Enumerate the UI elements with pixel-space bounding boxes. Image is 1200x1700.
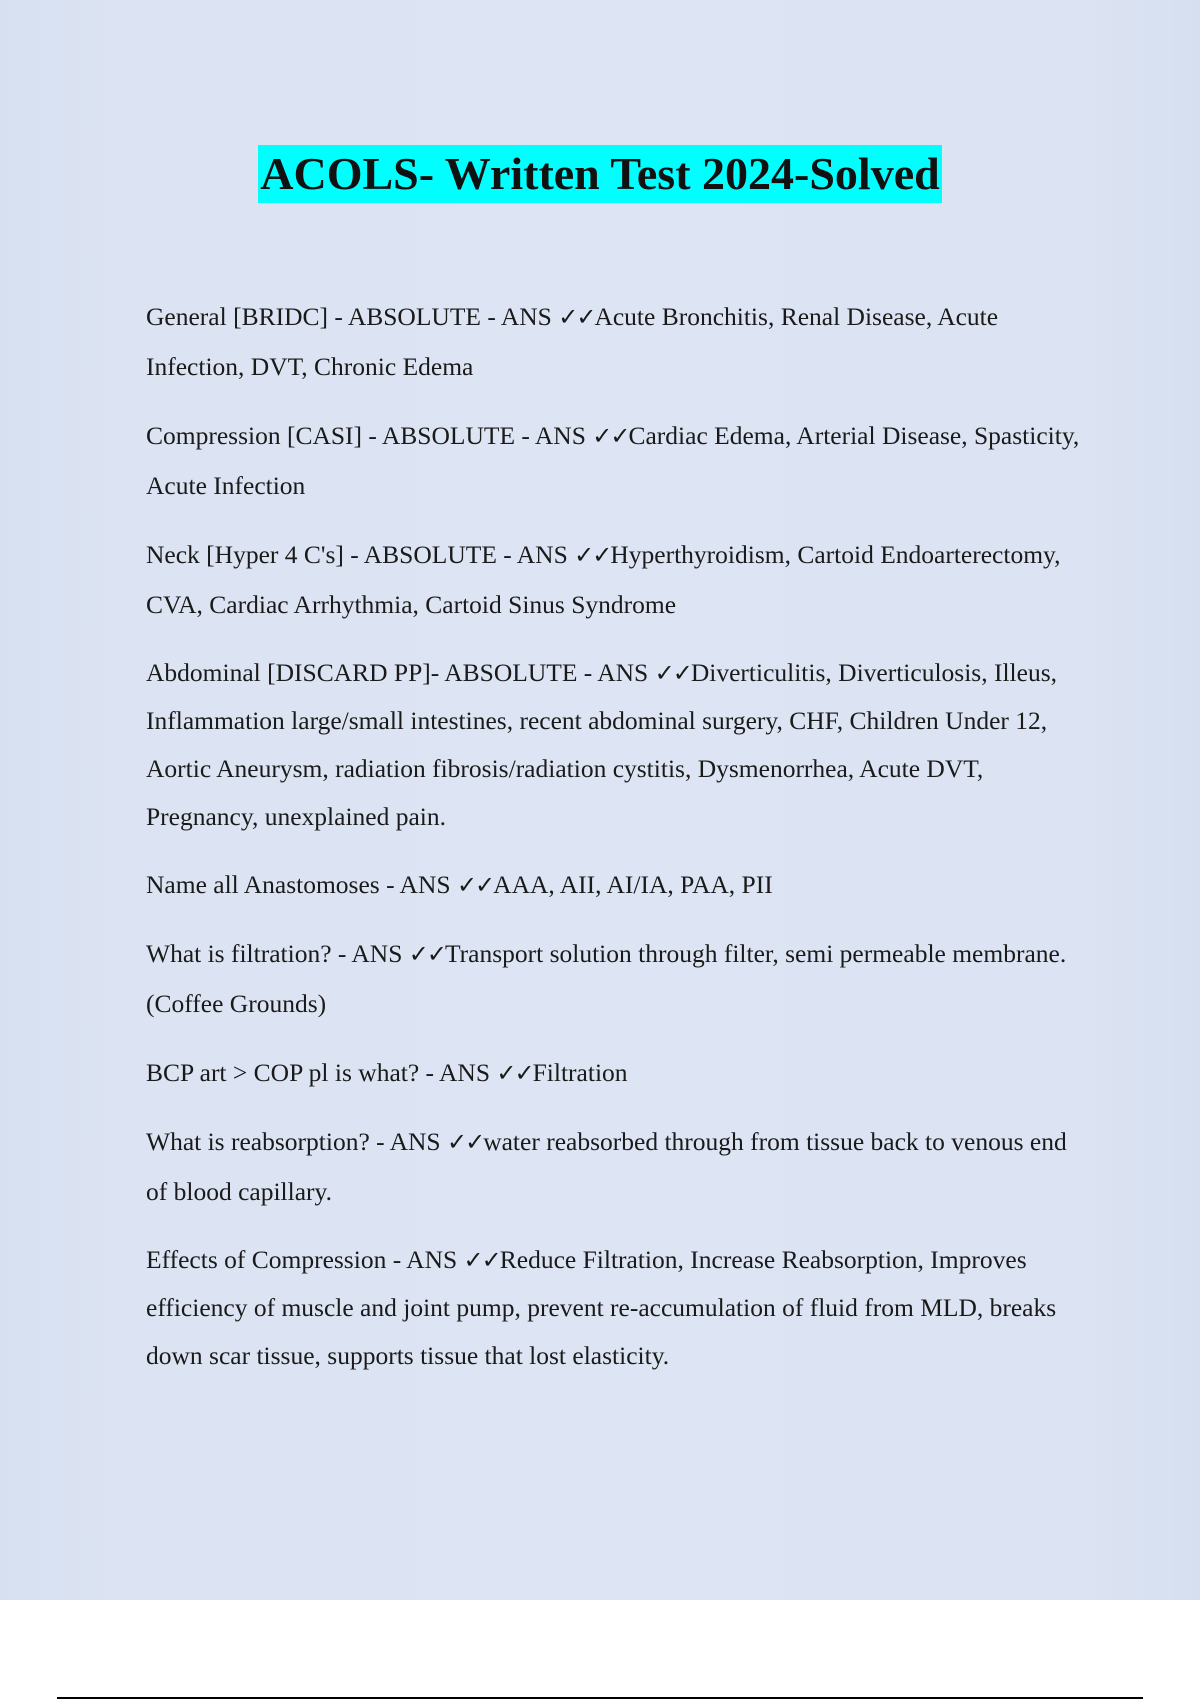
- question-text: Neck [Hyper 4 C's] - ABSOLUTE - ANS: [146, 540, 575, 569]
- check-icon: ✓✓: [574, 541, 611, 569]
- title-container: [0, 145, 1200, 203]
- page-title: ACOLS- Written Test 2024-Solved: [258, 145, 941, 203]
- qa-item-bcp-cop: [146, 1048, 1086, 1098]
- qa-item-neck: [146, 530, 1086, 630]
- check-icon: ✓✓: [496, 1059, 533, 1087]
- answer-text: Transport solution through filter, semi permeable membrane. (Coffee Grounds): [146, 939, 1067, 1018]
- answer-text: Cardiac Edema, Arterial Disease, Spasticity, Acute Infection: [146, 421, 1080, 500]
- check-icon: ✓✓: [408, 940, 445, 968]
- qa-item-general: [146, 292, 1086, 392]
- check-icon: ✓✓: [654, 659, 691, 687]
- answer-text: Reduce Filtration, Increase Reabsorption, Improves efficiency of muscle and joint pump, prevent re-accumulation of fluid from MLD, breaks down scar tissue, supports tissue that lost elasticity.: [146, 1245, 1057, 1370]
- check-icon: ✓✓: [446, 1128, 484, 1156]
- qa-item-compression: [146, 411, 1086, 511]
- answer-text: AAA, AII, AI/IA, PAA, PII: [493, 870, 773, 899]
- footer-divider: [57, 1697, 1143, 1699]
- question-text: Effects of Compression - ANS: [146, 1245, 464, 1274]
- check-icon: ✓✓: [463, 1246, 500, 1274]
- check-icon: ✓✓: [456, 871, 494, 899]
- answer-text: Hyperthyroidism, Cartoid Endoarterectomy, CVA, Cardiac Arrhythmia, Cartoid Sinus Syndrome: [146, 540, 1061, 619]
- check-icon: ✓✓: [558, 303, 595, 331]
- question-text: Compression [CASI] - ABSOLUTE - ANS: [146, 421, 593, 450]
- answer-text: Filtration: [532, 1058, 628, 1087]
- check-icon: ✓✓: [592, 422, 629, 450]
- question-text: Name all Anastomoses - ANS: [146, 870, 457, 899]
- question-text: Abdominal [DISCARD PP]- ABSOLUTE - ANS: [146, 658, 655, 687]
- qa-item-filtration: [146, 929, 1086, 1029]
- answer-text: Acute Bronchitis, Renal Disease, Acute Infection, DVT, Chronic Edema: [146, 302, 999, 381]
- answer-text: water reabsorbed through from tissue back to venous end of blood capillary.: [146, 1127, 1067, 1206]
- question-text: What is reabsorption? - ANS: [146, 1127, 447, 1156]
- qa-item-effects-of-compression: [146, 1236, 1086, 1380]
- answer-text: Diverticulitis, Diverticulosis, Illeus, Inflammation large/small intestines, recent abdominal surgery, CHF, Children Under 12, Aortic Aneurysm, radiation fibrosis/radiation cystitis, Dysmenorrhea, Acute DVT, Pregnancy, unexplained pain.: [146, 658, 1057, 831]
- question-text: What is filtration? - ANS: [146, 939, 409, 968]
- qa-item-anastomoses: [146, 860, 1086, 910]
- question-text: BCP art > COP pl is what? - ANS: [146, 1058, 497, 1087]
- qa-item-abdominal: [146, 649, 1086, 841]
- question-text: General [BRIDC] - ABSOLUTE - ANS: [146, 302, 559, 331]
- qa-item-reabsorption: [146, 1117, 1086, 1217]
- qa-list: [146, 292, 1086, 1399]
